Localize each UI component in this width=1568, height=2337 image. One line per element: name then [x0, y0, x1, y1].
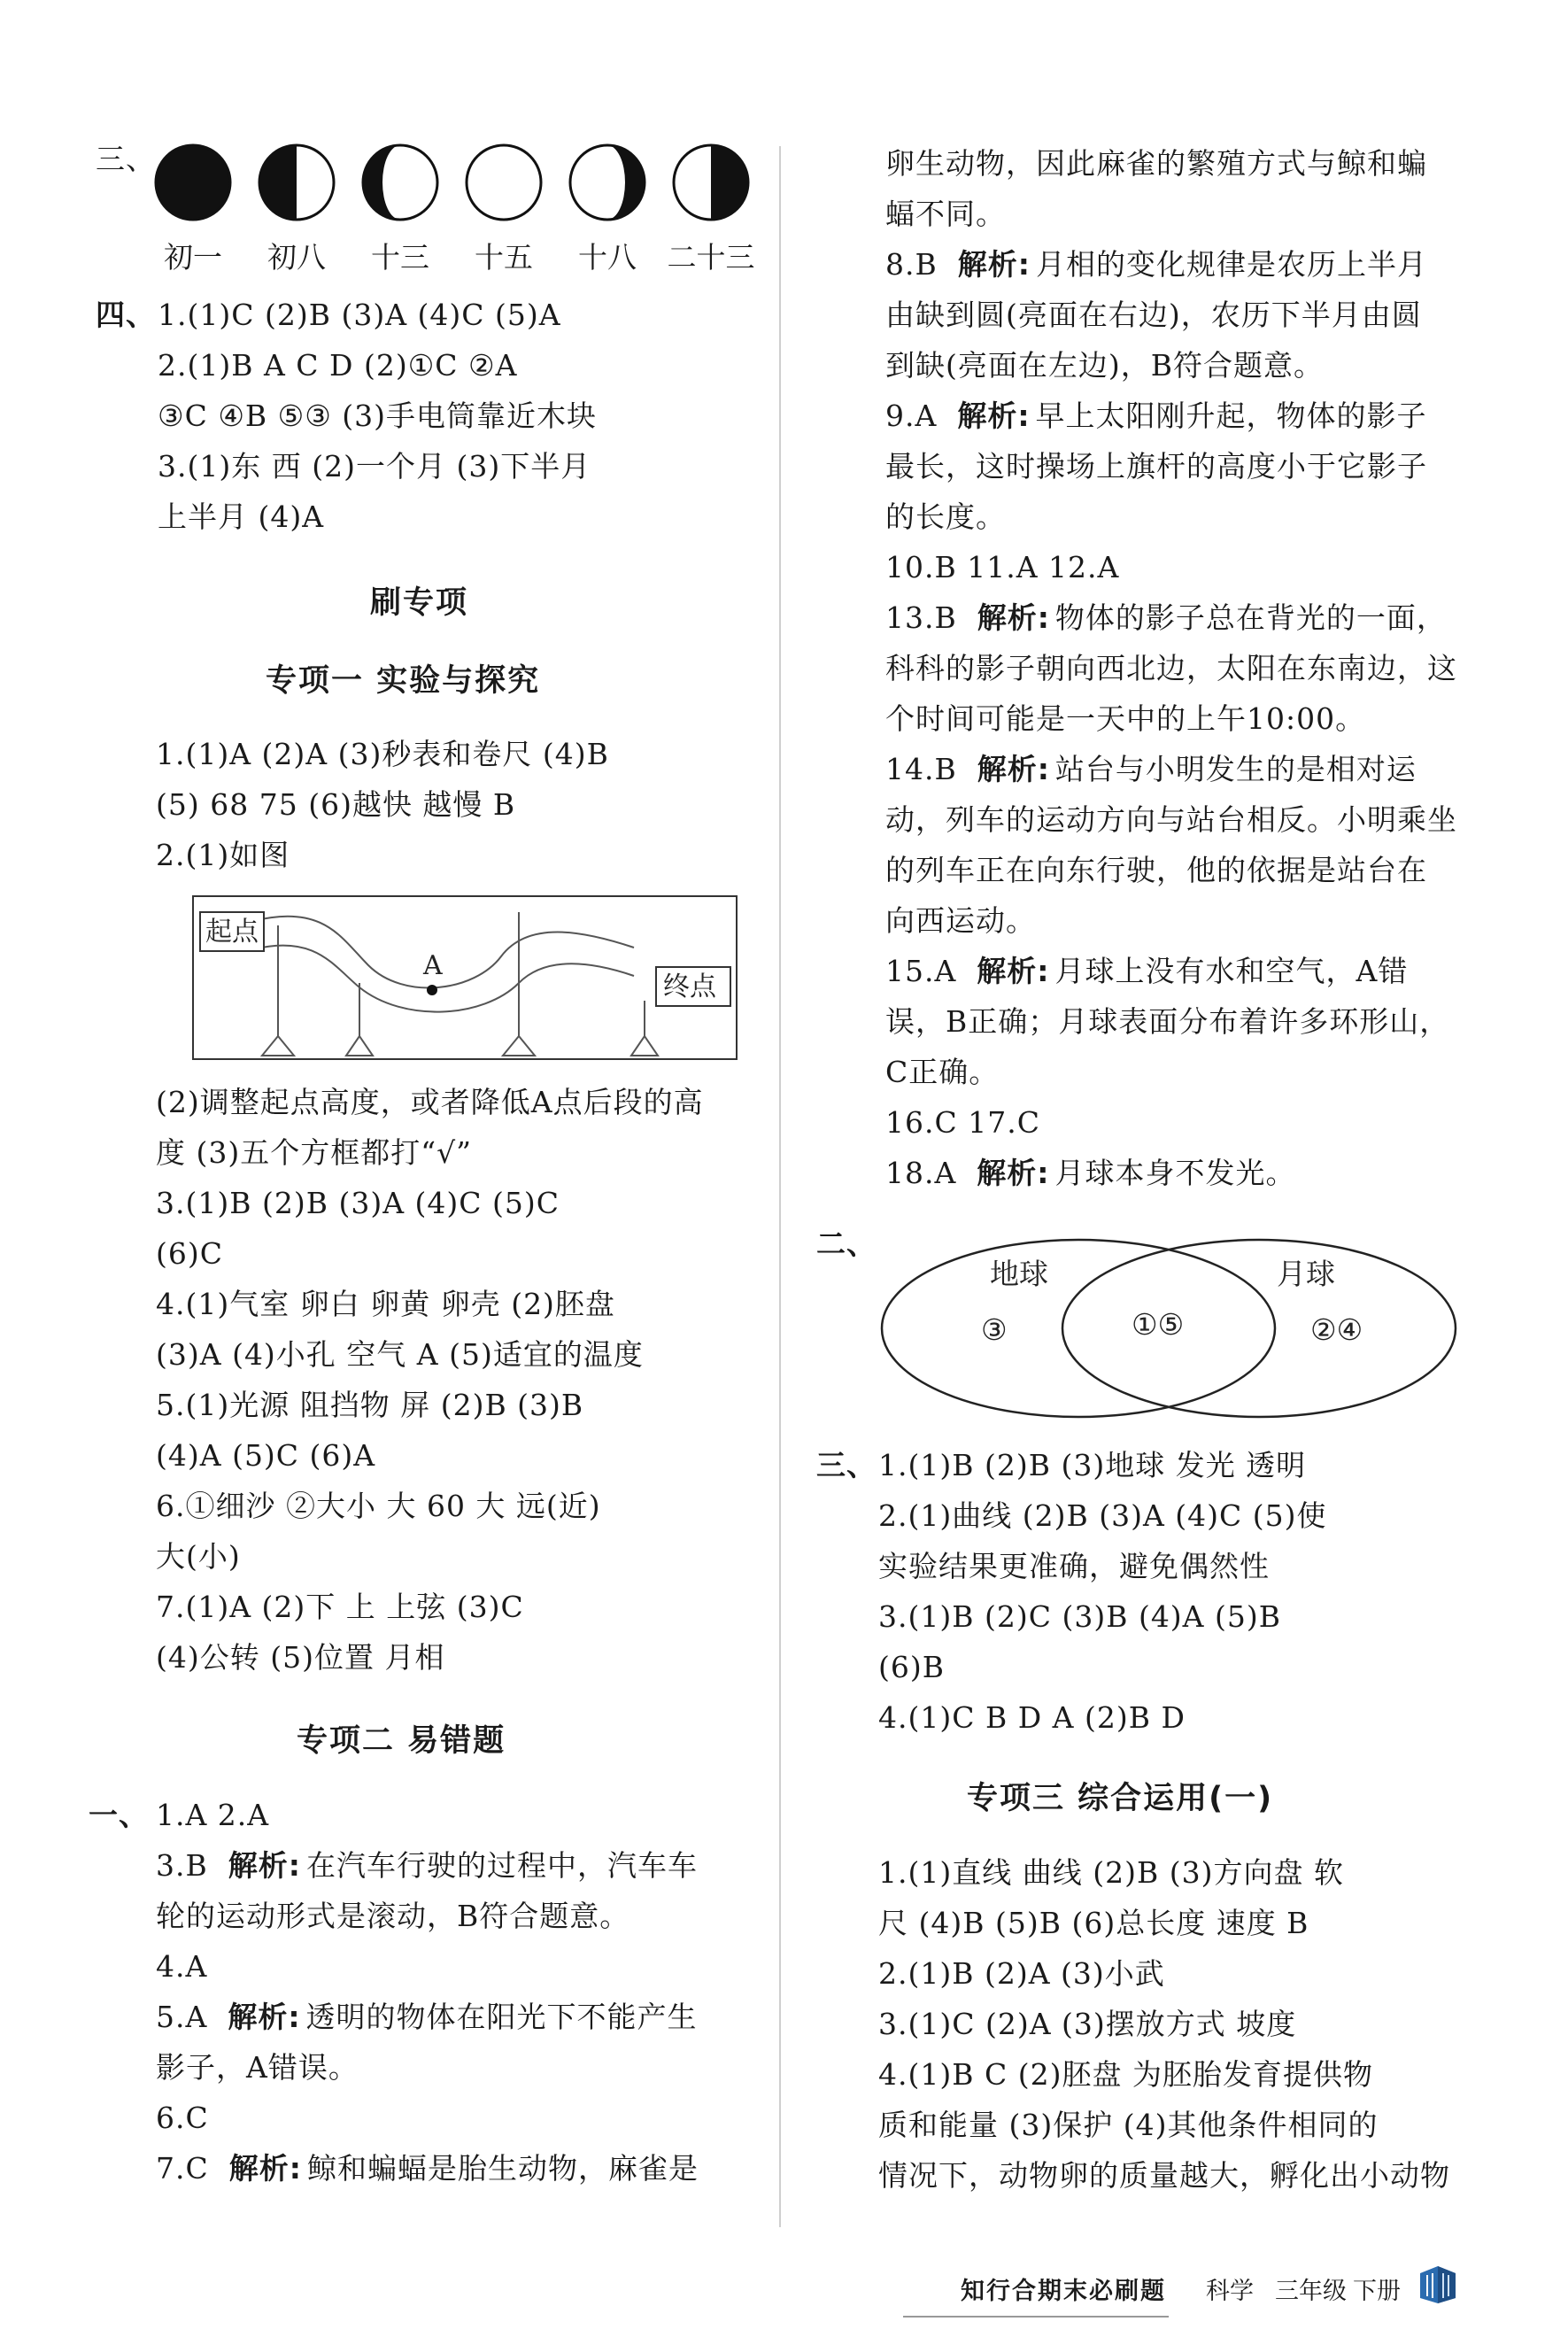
answer-line: 2.(1)B (2)A (3)小武 — [878, 1956, 1165, 1991]
answer-line: 18.A 解析: 月球本身不发光。 — [885, 1156, 1296, 1190]
waning-gibbous-moon-icon — [570, 145, 645, 220]
answer-line: (2)调整起点高度，或者降低A点后段的高 — [156, 1085, 704, 1119]
answer-line: 5.A 解析: 透明的物体在阳光下不能产生 — [156, 2000, 698, 2034]
footer-term: 下册 — [1353, 2278, 1401, 2305]
answer-line: 动，列车的运动方向与站台相反。小明乘坐 — [885, 802, 1457, 837]
venn-moon-only: ②④ — [1310, 1312, 1363, 1347]
answer-line: 由缺到圆(亮面在右边)，农历下半月由圆 — [885, 298, 1422, 332]
moon-label: 十三 — [371, 240, 429, 275]
heading-brush: 刷专项 — [370, 585, 469, 621]
answer-line: 10.B 11.A 12.A — [885, 550, 1120, 584]
moon-phase-row — [151, 140, 770, 228]
answer-line: 1.(1)A (2)A (3)秒表和卷尺 (4)B — [156, 737, 609, 771]
answer-line: 8.B 解析: 月相的变化规律是农历上半月 — [885, 247, 1427, 282]
answer-line: 情况下，动物卵的质量越大，孵化出小动物 — [878, 2158, 1450, 2193]
answer-line: 影子，A错误。 — [156, 2050, 359, 2085]
answer-line: 向西运动。 — [885, 903, 1036, 938]
answer-line: 7.(1)A (2)下 上 上弦 (3)C — [156, 1590, 524, 1624]
answer-line: 2.(1)曲线 (2)B (3)A (4)C (5)使 — [878, 1498, 1327, 1533]
section-4-label: 四、 — [96, 298, 156, 332]
first-quarter-moon-icon — [259, 145, 334, 220]
answer-line: 度 (3)五个方框都打“√” — [156, 1135, 473, 1170]
answer-line: 9.A 解析: 早上太阳刚升起，物体的影子 — [885, 399, 1427, 433]
moon-label: 初一 — [164, 240, 222, 275]
track-start-label: 起点 — [205, 917, 259, 948]
book-logo-icon — [1417, 2263, 1459, 2305]
answer-line: 15.A 解析: 月球上没有水和空气，A错 — [885, 954, 1409, 988]
answer-line: 2.(1)如图 — [156, 838, 290, 872]
answer-line: C正确。 — [885, 1055, 1000, 1089]
answer-line: 3.(1)C (2)A (3)摆放方式 坡度 — [878, 2007, 1297, 2041]
answer-line: 13.B 解析: 物体的影子总在背光的一面， — [885, 600, 1447, 635]
answer-line: (5) 68 75 (6)越快 越慢 B — [156, 787, 516, 822]
answer-line: (6)B — [878, 1650, 945, 1684]
answer-line: 上半月 (4)A — [158, 499, 325, 534]
answer-line: 14.B 解析: 站台与小明发生的是相对运 — [885, 752, 1417, 786]
answer-line: 2.(1)B A C D (2)①C ②A — [158, 348, 518, 383]
answer-line: 的长度。 — [885, 499, 1006, 534]
section-3b-label: 三、 — [816, 1448, 877, 1482]
moon-label: 二十三 — [667, 240, 755, 275]
answer-line: 16.C 17.C — [885, 1105, 1040, 1140]
column-divider — [779, 146, 781, 2227]
moon-label: 初八 — [267, 240, 326, 275]
answer-line: 3.(1)东 西 (2)一个月 (3)下半月 — [158, 449, 591, 484]
answer-line: 最长，这时操场上旗杆的高度小于它影子 — [885, 449, 1427, 484]
answer-line: 质和能量 (3)保护 (4)其他条件相同的 — [878, 2108, 1379, 2142]
new-moon-icon — [156, 145, 230, 220]
ball-point — [427, 985, 437, 995]
last-quarter-moon-icon — [674, 145, 748, 220]
answer-line: 3.(1)B (2)B (3)A (4)C (5)C — [156, 1186, 560, 1220]
footer-book-title: 知行合期末必刷题 — [961, 2278, 1166, 2305]
answer-line: 到缺(亮面在左边)，B符合题意。 — [885, 348, 1324, 383]
section-1-label: 一、 — [89, 1798, 149, 1832]
answer-line: 4.(1)B C (2)胚盘 为胚胎发育提供物 — [878, 2057, 1373, 2092]
waxing-gibbous-moon-icon — [363, 145, 437, 220]
answer-line: 4.(1)C B D A (2)B D — [878, 1700, 1186, 1735]
answer-line: 误，B正确；月球表面分布着许多环形山， — [885, 1004, 1450, 1039]
moon-label: 十五 — [475, 240, 533, 275]
full-moon-icon — [467, 145, 541, 220]
answer-line: 科科的影子朝向西北边，太阳在东南边，这 — [885, 651, 1457, 685]
answer-line: 4.A — [156, 1949, 208, 1984]
section-2-label: 二、 — [816, 1227, 877, 1261]
answer-line: 卵生动物，因此麻雀的繁殖方式与鲸和蝙 — [885, 146, 1427, 181]
answer-line: 6.C — [156, 2101, 209, 2135]
track-point-label: A — [423, 950, 443, 981]
answer-line: (3)A (4)小孔 空气 A (5)适宜的温度 — [156, 1337, 644, 1372]
venn-earth-title: 地球 — [990, 1257, 1048, 1291]
answer-line: (4)A (5)C (6)A — [156, 1438, 376, 1473]
answer-line: 5.(1)光源 阻挡物 屏 (2)B (3)B — [156, 1388, 584, 1422]
answer-line: 4.(1)气室 卵白 卵黄 卵壳 (2)胚盘 — [156, 1287, 615, 1321]
track-end-label: 终点 — [663, 971, 716, 1002]
footer-rule — [903, 2316, 1169, 2318]
answer-line: ③C ④B ⑤③ (3)手电筒靠近木块 — [158, 399, 598, 433]
section-3-label: 三、 — [96, 142, 156, 176]
answer-line: 7.C 解析: 鲸和蝙蝠是胎生动物，麻雀是 — [156, 2151, 699, 2186]
answer-line: 尺 (4)B (5)B (6)总长度 速度 B — [878, 1906, 1309, 1940]
heading-topic-1: 专项一 实验与探究 — [266, 663, 541, 699]
answer-line: 蝠不同。 — [885, 197, 1006, 231]
heading-topic-2: 专项二 易错题 — [297, 1723, 506, 1759]
heading-topic-3: 专项三 综合运用(一) — [967, 1781, 1274, 1816]
answer-line: 3.(1)B (2)C (3)B (4)A (5)B — [878, 1599, 1281, 1634]
venn-diagram — [877, 1235, 1461, 1421]
track-diagram — [191, 894, 740, 1063]
answer-line: 实验结果更准确，避免偶然性 — [878, 1549, 1270, 1583]
answer-line: 3.B 解析: 在汽车行驶的过程中，汽车车 — [156, 1848, 698, 1883]
answer-line: 6.①细沙 ②大小 大 60 大 远(近) — [156, 1489, 601, 1523]
moon-label: 十八 — [578, 240, 637, 275]
footer-grade: 三年级 — [1275, 2278, 1347, 2305]
answer-line: 1.A 2.A — [156, 1798, 270, 1832]
footer-subject: 科学 — [1206, 2278, 1254, 2305]
answer-line: 大(小) — [156, 1539, 241, 1574]
answer-line: 的列车正在向东行驶，他的依据是站台在 — [885, 853, 1427, 887]
answer-line: 个时间可能是一天中的上午10:00。 — [885, 701, 1366, 736]
answer-line: (4)公转 (5)位置 月相 — [156, 1640, 445, 1675]
venn-earth-only: ③ — [981, 1312, 1008, 1347]
answer-line: 1.(1)C (2)B (3)A (4)C (5)A — [158, 298, 561, 332]
answer-line: (6)C — [156, 1236, 223, 1271]
answer-line: 1.(1)B (2)B (3)地球 发光 透明 — [878, 1448, 1307, 1482]
venn-moon-title: 月球 — [1277, 1257, 1335, 1291]
answer-line: 轮的运动形式是滚动，B符合题意。 — [156, 1899, 630, 1933]
answer-line: 1.(1)直线 曲线 (2)B (3)方向盘 软 — [878, 1855, 1344, 1890]
venn-shared: ①⑤ — [1132, 1307, 1185, 1342]
